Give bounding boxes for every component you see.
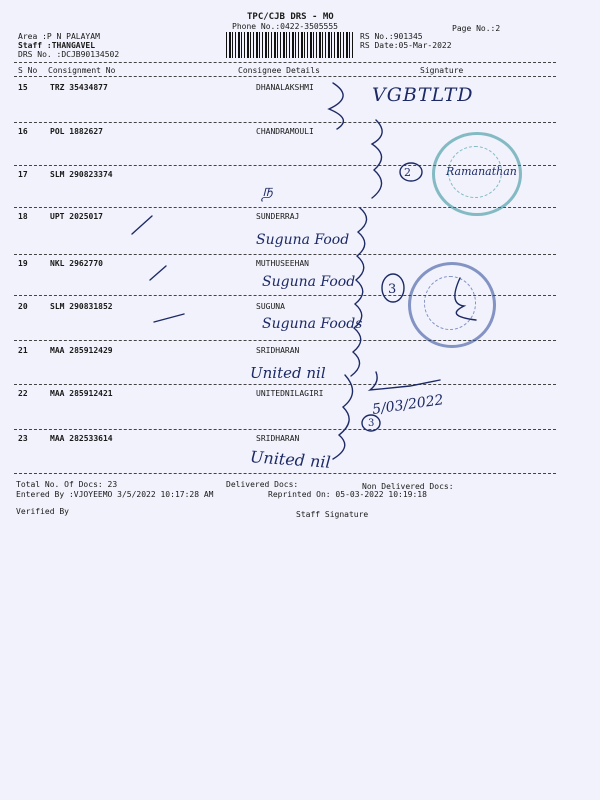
column-signature: Signature xyxy=(420,66,464,75)
row-consignment: SLM 290831852 xyxy=(50,302,113,311)
row-consignment: MAA 285912429 xyxy=(50,346,113,355)
signature-row19: Suguna Food xyxy=(262,274,356,290)
row-consignee: DHANALAKSHMI xyxy=(256,83,314,92)
circled-number: 2 xyxy=(404,166,411,179)
row-consignment: POL 1882627 xyxy=(50,127,103,136)
row-consignment: NKL 2962770 xyxy=(50,259,103,268)
row-sno: 23 xyxy=(18,434,28,443)
signature-row17-initials: ந xyxy=(262,181,273,201)
signature-row17: Ramanathan xyxy=(446,165,517,178)
row-sno: 17 xyxy=(18,170,28,179)
drs-number: DRS No. :DCJB90134502 xyxy=(18,50,120,59)
verified-by: Verified By xyxy=(16,507,69,516)
reprinted-on: Reprinted On: 05-03-2022 10:19:18 xyxy=(268,490,427,499)
signature-row21: United nil xyxy=(250,364,326,382)
row-sno: 22 xyxy=(18,389,28,398)
row-consignment: MAA 282533614 xyxy=(50,434,113,443)
signature-row23: United nil xyxy=(249,447,332,472)
signature-date: 5/03/2022 xyxy=(371,392,445,418)
signature-row20: Suguna Foods xyxy=(262,316,363,332)
rs-number: RS No.:901345 xyxy=(360,32,423,41)
row-consignee: CHANDRAMOULI xyxy=(256,127,314,136)
column-consignee: Consignee Details xyxy=(238,66,320,75)
signature-row18: Suguna Food xyxy=(256,232,350,248)
area-field: Area :P N PALAYAM xyxy=(18,32,100,41)
row-consignee: SRIDHARAN xyxy=(256,434,300,443)
row-sno: 16 xyxy=(18,127,28,136)
row-consignee: SUGUNA xyxy=(256,302,285,311)
circled-number: 3 xyxy=(368,418,375,429)
non-delivered-docs: Non Delivered Docs: xyxy=(362,482,454,491)
page-number: Page No.:2 xyxy=(452,24,501,33)
document-title: TPC/CJB DRS - MO xyxy=(247,12,334,22)
row-consignment: UPT 2025017 xyxy=(50,212,103,221)
column-consignment: Consignment No xyxy=(48,66,116,75)
row-consignee: MUTHUSEEHAN xyxy=(256,259,309,268)
delivered-docs: Delivered Docs: xyxy=(226,480,299,489)
entered-by: Entered By :VJOYEEMO 3/5/2022 10:17:28 AM xyxy=(16,490,214,499)
row-consignee: SRIDHARAN xyxy=(256,346,300,355)
row-consignee: SUNDERRAJ xyxy=(256,212,300,221)
rs-date: RS Date:05-Mar-2022 xyxy=(360,41,452,50)
column-sno: S No xyxy=(18,66,38,75)
staff-signature: Staff Signature xyxy=(296,510,369,519)
total-docs: Total No. Of Docs: 23 xyxy=(16,480,118,489)
row-sno: 19 xyxy=(18,259,28,268)
signature-row15: VGBTLTD xyxy=(372,84,474,106)
circled-number: 3 xyxy=(388,282,397,297)
row-consignment: TRZ 35434877 xyxy=(50,83,108,92)
row-consignee: UNITEDNILAGIRI xyxy=(256,389,324,398)
row-consignment: MAA 285912421 xyxy=(50,389,113,398)
row-sno: 20 xyxy=(18,302,28,311)
row-sno: 18 xyxy=(18,212,28,221)
row-sno: 15 xyxy=(18,83,28,92)
row-sno: 21 xyxy=(18,346,28,355)
row-consignment: SLM 290823374 xyxy=(50,170,113,179)
phone-number: Phone No.:0422-3505555 xyxy=(232,22,338,31)
staff-field: Staff :THANGAVEL xyxy=(18,41,96,50)
